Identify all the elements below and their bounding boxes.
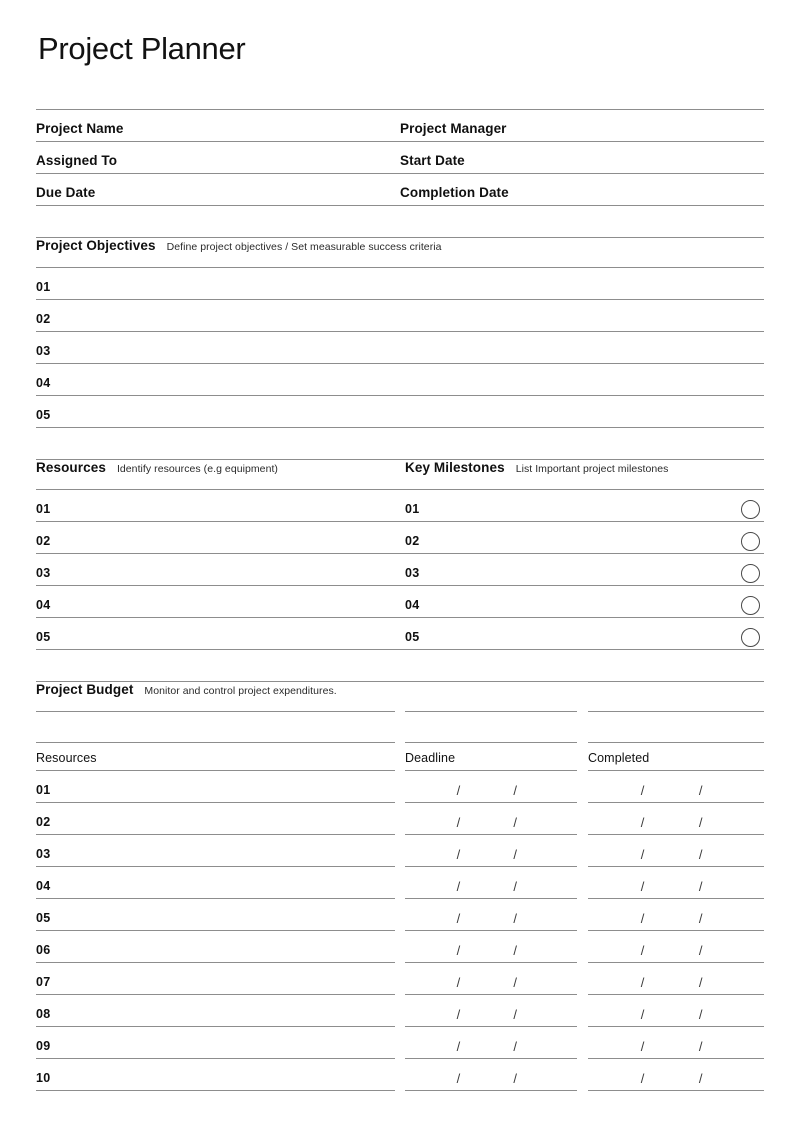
objective-row[interactable] xyxy=(36,268,764,299)
resources-milestones-heading xyxy=(36,460,764,489)
date-separator: / xyxy=(456,847,461,863)
objective-number: 01 xyxy=(36,280,51,295)
date-separator: / xyxy=(456,1007,461,1023)
resources-milestones-section xyxy=(36,459,764,650)
resource-milestone-row[interactable] xyxy=(36,618,764,649)
field-label-completion-date: Completion Date xyxy=(400,185,509,201)
budget-heading xyxy=(36,682,764,711)
date-separator: / xyxy=(698,975,703,991)
completed-date-field[interactable] xyxy=(588,995,764,1026)
table-row[interactable] xyxy=(36,771,764,802)
completed-date-field[interactable] xyxy=(588,803,764,834)
resource-number: 02 xyxy=(36,534,51,549)
date-separator: / xyxy=(456,943,461,959)
table-row[interactable] xyxy=(36,899,764,930)
milestone-number: 05 xyxy=(405,630,420,645)
objective-number: 03 xyxy=(36,344,51,359)
table-row[interactable] xyxy=(36,1027,764,1058)
deadline-date-field[interactable] xyxy=(405,803,577,834)
date-separator: / xyxy=(698,1039,703,1055)
date-separator: / xyxy=(456,879,461,895)
table-row[interactable] xyxy=(36,1059,764,1090)
milestone-number: 03 xyxy=(405,566,420,581)
date-separator: / xyxy=(640,1071,645,1087)
resources-heading xyxy=(36,460,405,486)
deadline-date-field[interactable] xyxy=(405,771,577,802)
date-separator: / xyxy=(513,943,517,959)
date-separator: / xyxy=(698,1007,703,1023)
deadline-date-field[interactable] xyxy=(405,835,577,866)
row-number: 07 xyxy=(36,975,51,990)
field-label-project-manager: Project Manager xyxy=(400,121,507,137)
date-separator: / xyxy=(640,879,645,895)
table-row[interactable] xyxy=(36,963,764,994)
deadline-date-field[interactable] xyxy=(405,1027,577,1058)
objective-number: 04 xyxy=(36,376,51,391)
date-separator: / xyxy=(640,783,645,799)
divider-split xyxy=(36,711,764,712)
row-number: 02 xyxy=(36,815,51,830)
section-gap xyxy=(36,206,764,237)
completed-date-field[interactable] xyxy=(588,1059,764,1090)
date-separator: / xyxy=(456,815,461,831)
date-separator: / xyxy=(456,975,461,991)
deadline-date-field[interactable] xyxy=(405,963,577,994)
date-separator: / xyxy=(640,1007,645,1023)
resources-title: Resources xyxy=(36,460,106,476)
date-separator: / xyxy=(513,1039,517,1055)
table-row[interactable] xyxy=(36,803,764,834)
date-separator: / xyxy=(698,847,703,863)
resource-milestone-row[interactable] xyxy=(36,586,764,617)
date-separator: / xyxy=(513,911,517,927)
objective-number: 05 xyxy=(36,408,51,423)
column-header-completed: Completed xyxy=(588,751,650,766)
objectives-section xyxy=(36,237,764,428)
date-separator: / xyxy=(698,943,703,959)
completed-date-field[interactable] xyxy=(588,835,764,866)
milestones-subtitle: List Important project milestones xyxy=(515,463,669,476)
objective-row[interactable] xyxy=(36,332,764,363)
row-number: 05 xyxy=(36,911,51,926)
milestone-number: 01 xyxy=(405,502,420,517)
milestone-number: 04 xyxy=(405,598,420,613)
field-label-start-date: Start Date xyxy=(400,153,465,169)
row-number: 09 xyxy=(36,1039,51,1054)
milestone-number: 02 xyxy=(405,534,420,549)
table-header-row xyxy=(36,743,764,770)
date-separator: / xyxy=(640,847,645,863)
budget-section xyxy=(36,681,764,712)
completed-date-field[interactable] xyxy=(588,899,764,930)
objective-row[interactable] xyxy=(36,300,764,331)
deadline-date-field[interactable] xyxy=(405,931,577,962)
resource-milestone-row[interactable] xyxy=(36,490,764,521)
date-separator: / xyxy=(640,943,645,959)
info-row[interactable] xyxy=(36,110,764,141)
date-separator: / xyxy=(640,815,645,831)
deadline-date-field[interactable] xyxy=(405,867,577,898)
field-label-project-name: Project Name xyxy=(36,121,124,137)
section-gap xyxy=(36,650,764,681)
project-info-section xyxy=(36,109,764,206)
row-number: 10 xyxy=(36,1071,51,1086)
date-separator: / xyxy=(456,1039,461,1055)
date-separator: / xyxy=(698,1071,703,1087)
table-row[interactable] xyxy=(36,867,764,898)
resource-number: 04 xyxy=(36,598,51,613)
resource-number: 05 xyxy=(36,630,51,645)
completed-date-field[interactable] xyxy=(588,771,764,802)
deadline-date-field[interactable] xyxy=(405,1059,577,1090)
row-number: 08 xyxy=(36,1007,51,1022)
section-gap xyxy=(36,428,764,459)
resource-milestone-row[interactable] xyxy=(36,554,764,585)
table-row[interactable] xyxy=(36,995,764,1026)
resource-milestone-row[interactable] xyxy=(36,522,764,553)
table-body xyxy=(36,771,764,1091)
date-separator: / xyxy=(513,1007,517,1023)
divider-split xyxy=(36,1090,764,1091)
column-header-resources: Resources xyxy=(36,751,97,766)
date-separator: / xyxy=(456,911,461,927)
date-separator: / xyxy=(513,975,517,991)
objectives-heading xyxy=(36,238,764,267)
row-number: 04 xyxy=(36,879,51,894)
date-separator: / xyxy=(513,783,517,799)
column-header-deadline: Deadline xyxy=(405,751,456,766)
date-separator: / xyxy=(456,783,461,799)
resource-number: 01 xyxy=(36,502,51,517)
objectives-title: Project Objectives xyxy=(36,238,156,254)
date-separator: / xyxy=(513,879,517,895)
objectives-subtitle: Define project objectives / Set measurable success criteria xyxy=(166,241,442,254)
row-number: 06 xyxy=(36,943,51,958)
date-separator: / xyxy=(698,815,703,831)
table-row[interactable] xyxy=(36,835,764,866)
milestones-title: Key Milestones xyxy=(405,460,505,476)
objective-row[interactable] xyxy=(36,396,764,427)
completed-date-field[interactable] xyxy=(588,931,764,962)
date-separator: / xyxy=(513,847,517,863)
date-separator: / xyxy=(698,879,703,895)
section-gap xyxy=(36,712,764,742)
deadline-date-field[interactable] xyxy=(405,899,577,930)
info-row[interactable] xyxy=(36,174,764,205)
milestones-heading xyxy=(405,460,764,486)
completed-date-field[interactable] xyxy=(588,963,764,994)
row-number: 01 xyxy=(36,783,51,798)
objective-row[interactable] xyxy=(36,364,764,395)
budget-subtitle: Monitor and control project expenditures. xyxy=(144,685,337,698)
resource-number: 03 xyxy=(36,566,51,581)
date-separator: / xyxy=(513,815,517,831)
table-row[interactable] xyxy=(36,931,764,962)
divider-split xyxy=(36,742,764,743)
date-separator: / xyxy=(698,911,703,927)
completed-date-field[interactable] xyxy=(588,1027,764,1058)
info-row[interactable] xyxy=(36,142,764,173)
date-separator: / xyxy=(513,1071,517,1087)
date-separator: / xyxy=(640,1039,645,1055)
objective-number: 02 xyxy=(36,312,51,327)
budget-title: Project Budget xyxy=(36,682,134,698)
date-separator: / xyxy=(698,783,703,799)
field-label-assigned-to: Assigned To xyxy=(36,153,118,169)
deadline-date-field[interactable] xyxy=(405,995,577,1026)
date-separator: / xyxy=(640,975,645,991)
field-label-due-date: Due Date xyxy=(36,185,96,201)
resources-subtitle: Identify resources (e.g equipment) xyxy=(116,463,278,476)
row-number: 03 xyxy=(36,847,51,862)
date-separator: / xyxy=(456,1071,461,1087)
completed-date-field[interactable] xyxy=(588,867,764,898)
page-title: Project Planner xyxy=(38,31,246,66)
task-table xyxy=(36,742,764,1091)
date-separator: / xyxy=(640,911,645,927)
